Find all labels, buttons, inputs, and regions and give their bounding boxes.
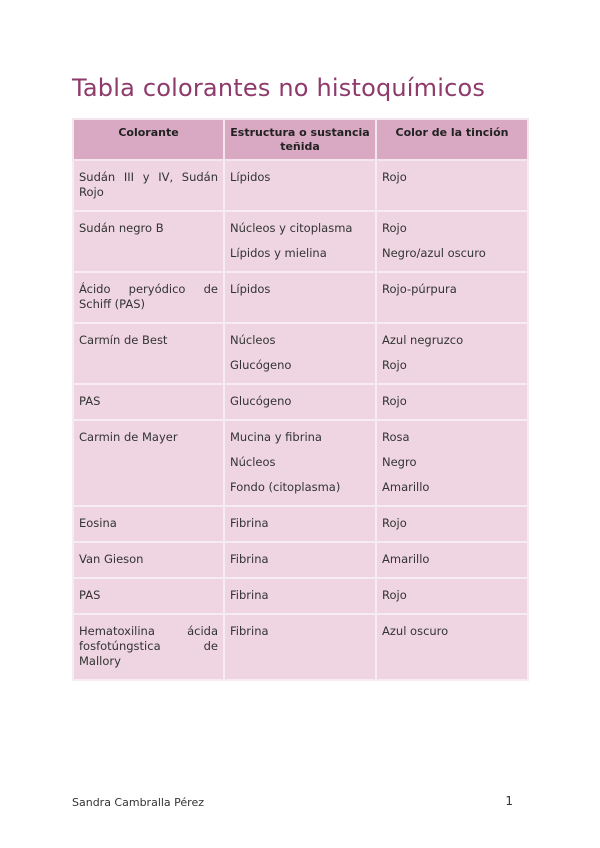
cell-color: [376, 272, 528, 323]
cell-estructura-line: Mucina y fibrina: [230, 430, 322, 444]
cell-colorante: Eosina: [73, 506, 224, 542]
cell-estructura-line: Fondo (citoplasma): [230, 480, 341, 494]
cell-color-line: Rojo: [382, 221, 407, 235]
cell-estructura-line: Núcleos: [230, 333, 276, 347]
cell-estructura: [224, 614, 376, 680]
cell-color-line: Amarillo: [382, 480, 430, 494]
cell-estructura-line: Glucógeno: [230, 358, 292, 372]
cell-estructura-line: Lípidos: [230, 170, 271, 184]
table-row: [73, 506, 528, 542]
cell-color: [376, 542, 528, 578]
table-row: [73, 384, 528, 420]
cell-estructura: [224, 420, 376, 506]
cell-estructura-line: Núcleos: [230, 455, 276, 469]
table-row: [73, 578, 528, 614]
cell-color: [376, 160, 528, 211]
cell-color: [376, 323, 528, 384]
cell-estructura: [224, 578, 376, 614]
cell-color-line: Azul oscuro: [382, 624, 449, 638]
cell-color-line: Azul negruzco: [382, 333, 464, 347]
cell-color-line: Rojo: [382, 358, 407, 372]
column-header-color: Color de la tinción: [376, 119, 528, 160]
cell-color-line: Rojo: [382, 516, 407, 530]
footer-author: Sandra Cambralla Pérez: [72, 796, 204, 809]
cell-estructura-line: Fibrina: [230, 516, 269, 530]
cell-estructura: [224, 506, 376, 542]
cell-color-line: Negro: [382, 455, 417, 469]
cell-colorante: Ácido peryódico de Schiff (PAS): [73, 272, 224, 323]
table-header: [73, 119, 528, 160]
cell-color: [376, 578, 528, 614]
cell-estructura-line: Fibrina: [230, 624, 269, 638]
column-header-colorante: Colorante: [73, 119, 224, 160]
cell-estructura: [224, 211, 376, 272]
column-header-estructura: Estructura o sustancia teñida: [224, 119, 376, 160]
cell-estructura-line: Fibrina: [230, 588, 269, 602]
cell-color: [376, 420, 528, 506]
cell-color-line: Negro/azul oscuro: [382, 246, 486, 260]
cell-colorante: Sudán negro B: [73, 211, 224, 272]
cell-estructura: [224, 323, 376, 384]
table-row: [73, 542, 528, 578]
cell-colorante: PAS: [73, 384, 224, 420]
table-row: [73, 211, 528, 272]
cell-colorante: Sudán III y IV, Sudán Rojo: [73, 160, 224, 211]
cell-estructura-line: Núcleos y citoplasma: [230, 221, 353, 235]
cell-estructura-line: Fibrina: [230, 552, 269, 566]
cell-color: [376, 384, 528, 420]
cell-color-line: Amarillo: [382, 552, 430, 566]
table-row: [73, 614, 528, 680]
table-body: [73, 160, 528, 680]
table-row: [73, 323, 528, 384]
cell-colorante: Hematoxilina ácida fosfotúngstica de Mallory: [73, 614, 224, 680]
table-row: [73, 160, 528, 211]
cell-estructura: [224, 542, 376, 578]
cell-estructura: [224, 160, 376, 211]
cell-colorante: PAS: [73, 578, 224, 614]
cell-color-line: Rojo-púrpura: [382, 282, 457, 296]
cell-estructura-line: Lípidos: [230, 282, 271, 296]
cell-color-line: Rojo: [382, 588, 407, 602]
cell-color-line: Rosa: [382, 430, 410, 444]
cell-color-line: Rojo: [382, 170, 407, 184]
page-title: Tabla colorantes no histoquímicos: [72, 74, 486, 102]
stains-table: [72, 118, 529, 681]
cell-estructura: [224, 272, 376, 323]
cell-color: [376, 614, 528, 680]
cell-color-line: Rojo: [382, 394, 407, 408]
cell-color: [376, 211, 528, 272]
table-header-row: [73, 119, 528, 160]
table-row: [73, 420, 528, 506]
table-row: [73, 272, 528, 323]
page-number: 1: [505, 794, 513, 808]
cell-estructura: [224, 384, 376, 420]
cell-colorante: Carmín de Best: [73, 323, 224, 384]
cell-color: [376, 506, 528, 542]
cell-colorante: Carmin de Mayer: [73, 420, 224, 506]
cell-colorante: Van Gieson: [73, 542, 224, 578]
cell-estructura-line: Glucógeno: [230, 394, 292, 408]
cell-estructura-line: Lípidos y mielina: [230, 246, 327, 260]
